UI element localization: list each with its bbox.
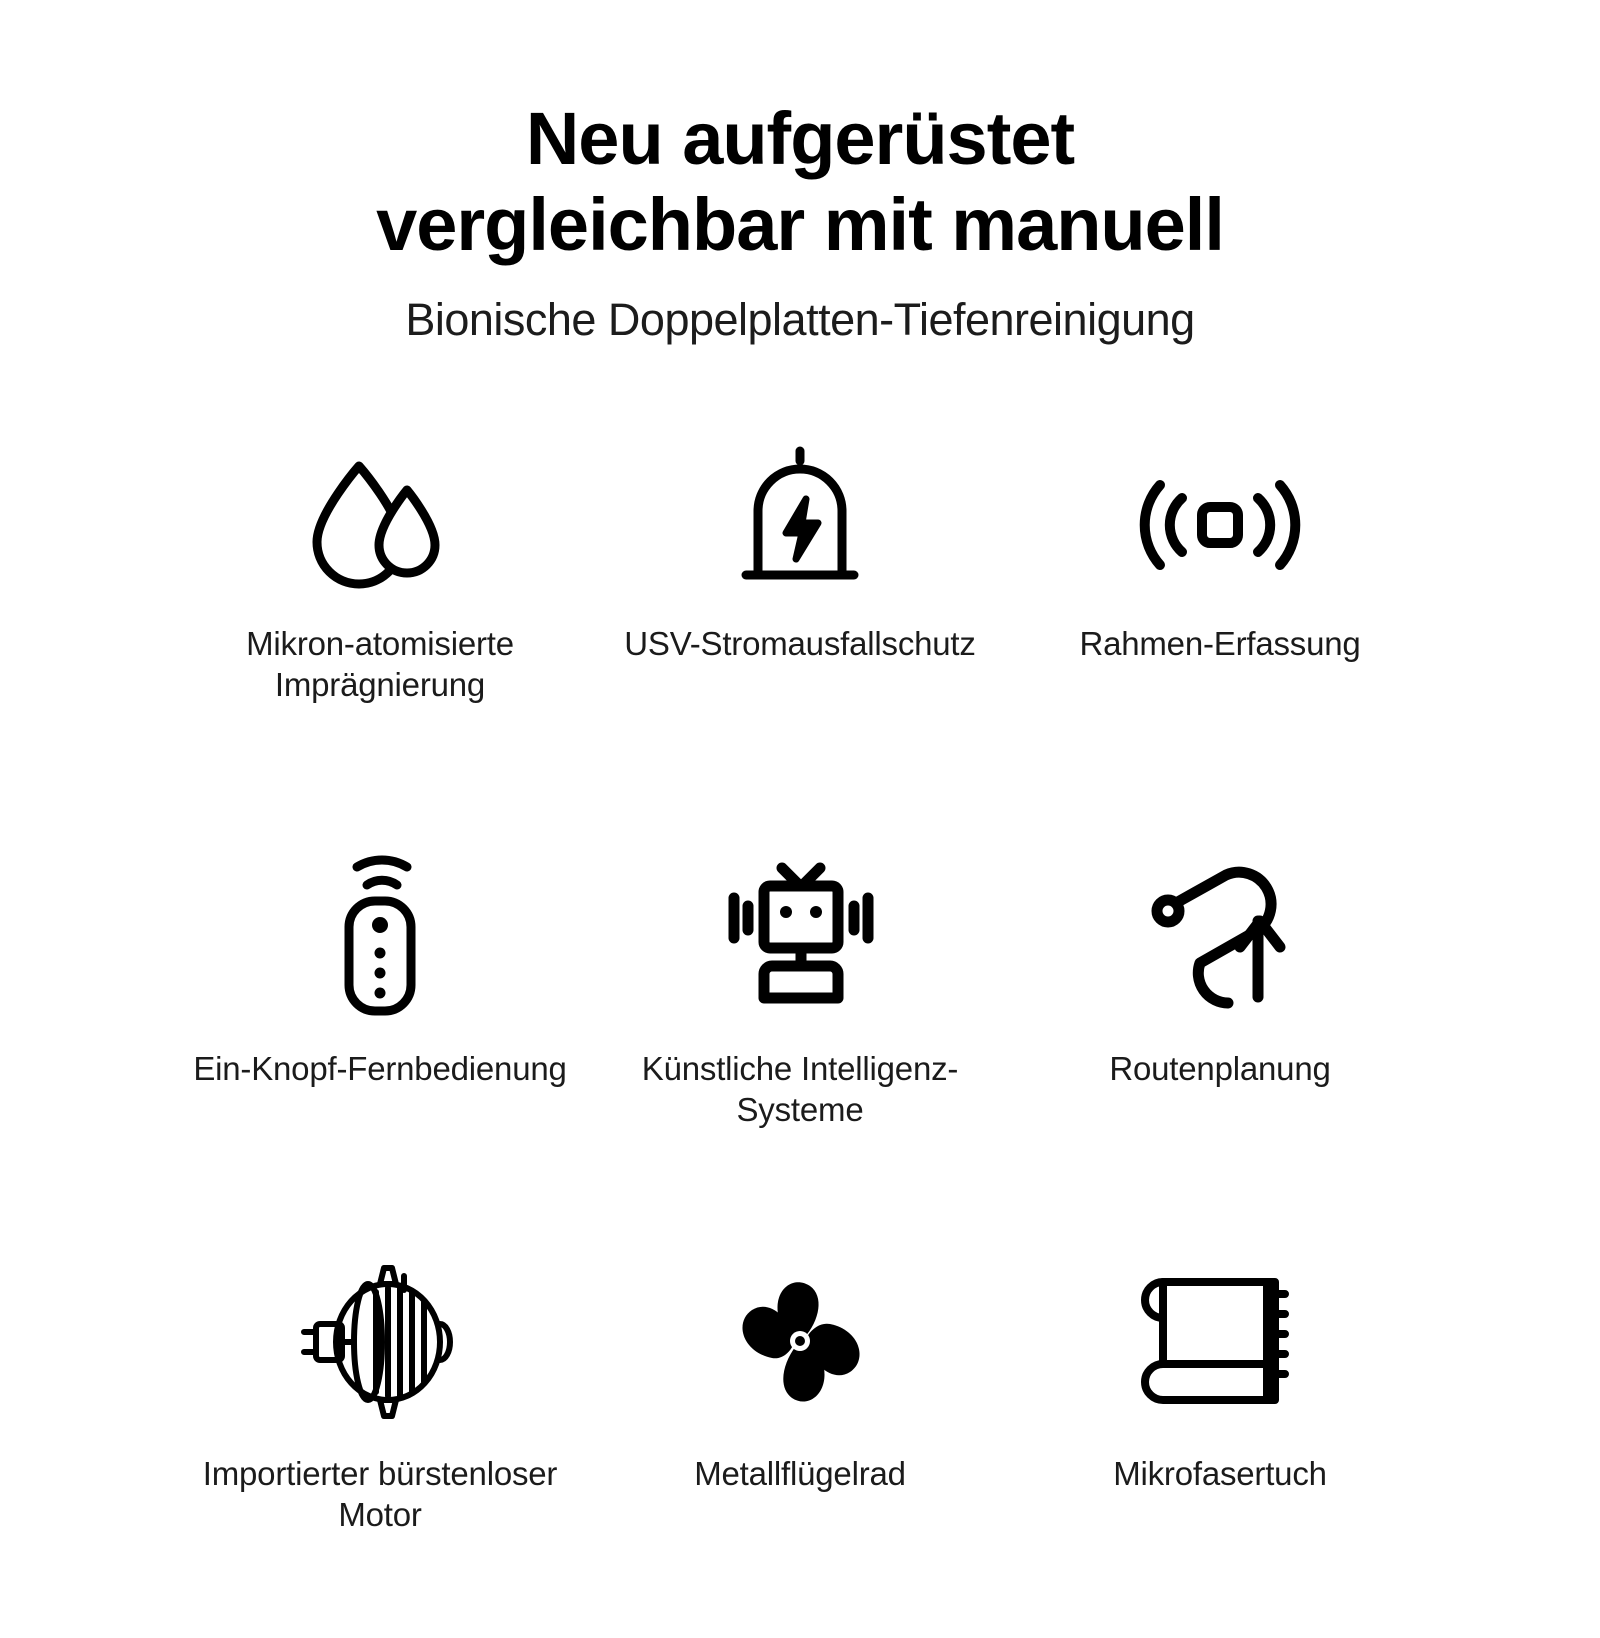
- feature-label: USV-Stromausfallschutz: [624, 624, 976, 662]
- route-planning-icon: [1140, 838, 1300, 1038]
- microfiber-cloth-icon: [1133, 1238, 1308, 1443]
- robot-ai-icon: [708, 838, 893, 1038]
- brushless-motor-icon: [280, 1238, 480, 1443]
- feature-label: Rahmen-Erfassung: [1079, 624, 1361, 662]
- feature-grid: [170, 438, 1430, 1638]
- feature-item: [170, 1238, 590, 1638]
- feature-item: [1010, 1238, 1430, 1638]
- page-title-line-2: vergleichbar mit manuell: [376, 182, 1224, 266]
- feature-label: Metallflügelrad: [694, 1454, 906, 1492]
- feature-item: [590, 438, 1010, 838]
- feature-item: [1010, 838, 1430, 1238]
- remote-control-icon: [305, 838, 455, 1038]
- frame-detection-signal-icon: [1130, 438, 1310, 613]
- page-title-line-1: Neu aufgerüstet: [525, 97, 1075, 180]
- feature-label: Mikrofasertuch: [1113, 1454, 1327, 1492]
- feature-label: Mikron-atomisierte Imprägnierung: [246, 624, 514, 704]
- feature-item: [590, 838, 1010, 1238]
- feature-label: Importierter bürstenloser Motor: [202, 1454, 558, 1534]
- ups-power-protection-icon: [720, 438, 880, 613]
- page-subtitle: Bionische Doppelplatten-Tiefenreinigung: [405, 293, 1195, 345]
- metal-impeller-fan-icon: [710, 1238, 890, 1443]
- feature-item: [1010, 438, 1430, 838]
- feature-item: [590, 1238, 1010, 1638]
- feature-item: [170, 838, 590, 1238]
- feature-label: Ein-Knopf-Fernbedienung: [193, 1049, 567, 1087]
- feature-label: Routenplanung: [1109, 1049, 1331, 1087]
- page-header: [0, 0, 1600, 346]
- feature-label: Künstliche Intelligenz-Systeme: [641, 1049, 959, 1129]
- feature-item: [170, 438, 590, 838]
- page-title: [200, 96, 1400, 268]
- water-droplets-icon: [295, 438, 465, 613]
